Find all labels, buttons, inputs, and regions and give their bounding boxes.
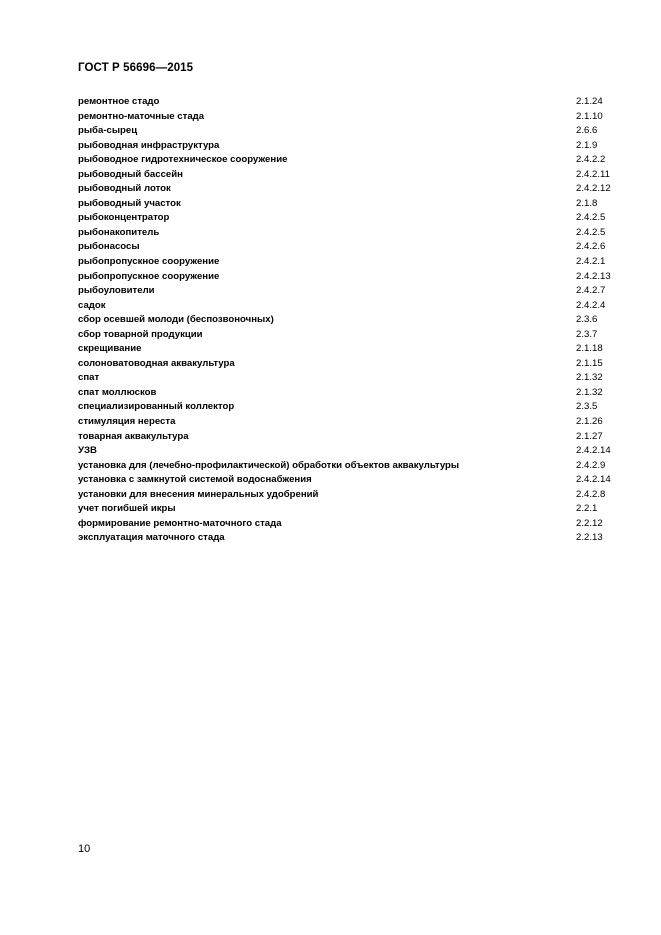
- index-reference: 2.2.12: [576, 517, 603, 529]
- index-entry: [78, 240, 611, 255]
- index-entry: [78, 211, 611, 226]
- index-reference: 2.4.2.8: [576, 488, 606, 500]
- index-term: ремонтно-маточные стада: [78, 110, 205, 122]
- index-entry: [78, 124, 611, 139]
- index-term: рыбоводный лоток: [78, 183, 171, 195]
- index-term: товарная аквакультура: [78, 430, 189, 442]
- index-entry: [78, 531, 611, 546]
- index-entry: [78, 182, 611, 197]
- index-reference: 2.1.8: [576, 197, 598, 209]
- index-term: формирование ремонтно-маточного стада: [78, 517, 282, 529]
- index-term: стимуляция нереста: [78, 416, 176, 428]
- index-reference: 2.4.2.12: [576, 183, 611, 195]
- document-header: ГОСТ Р 56696—2015: [78, 62, 194, 74]
- index-term: спат моллюсков: [78, 386, 157, 398]
- index-reference: 2.4.2.4: [576, 299, 606, 311]
- index-term: рыбоводная инфраструктура: [78, 139, 220, 151]
- index-term: рыбоводное гидротехническое сооружение: [78, 154, 288, 166]
- index-term: рыбоуловители: [78, 285, 155, 297]
- index-reference: 2.2.1: [576, 503, 598, 515]
- index-term: сбор товарной продукции: [78, 328, 203, 340]
- index-reference: 2.1.27: [576, 430, 603, 442]
- index-entry: [78, 371, 611, 386]
- index-reference: 2.1.9: [576, 139, 598, 151]
- index-term: рыбоконцентратор: [78, 212, 170, 224]
- index-term: рыбонасосы: [78, 241, 140, 253]
- index-reference: 2.4.2.14: [576, 474, 611, 486]
- index-reference: 2.4.2.13: [576, 270, 611, 282]
- index-entry: [78, 299, 611, 314]
- index-entry: [78, 270, 611, 285]
- index-entry: [78, 197, 611, 212]
- index-reference: 2.1.32: [576, 386, 603, 398]
- index-reference: 2.1.10: [576, 110, 603, 122]
- index-entry: [78, 444, 611, 459]
- index-entry: [78, 284, 611, 299]
- index-reference: 2.1.24: [576, 96, 603, 107]
- index-term: рыбопропускное сооружение: [78, 256, 220, 268]
- index-reference: 2.3.5: [576, 401, 598, 413]
- index-entry: [78, 328, 611, 343]
- index-entry: [78, 110, 611, 125]
- index-entry: [78, 473, 611, 488]
- index-reference: 2.1.15: [576, 357, 603, 369]
- index-entry: [78, 459, 611, 474]
- index-entry: [78, 400, 611, 415]
- index-term: садок: [78, 299, 106, 311]
- index-term: скрещивание: [78, 343, 142, 355]
- index-entry: [78, 357, 611, 372]
- index-reference: 2.3.7: [576, 328, 598, 340]
- index-reference: 2.4.2.1: [576, 256, 606, 268]
- index-term: установка для (лечебно-профилактической) обработки объектов аквакультуры: [78, 459, 460, 471]
- index-term: установка с замкнутой системой водоснабжения: [78, 474, 312, 486]
- index-term: эксплуатация маточного стада: [78, 532, 225, 544]
- index-reference: 2.4.2.2: [576, 154, 606, 166]
- index-entry: [78, 168, 611, 183]
- index-term: ремонтное стадо: [78, 96, 160, 107]
- index-term: УЗВ: [78, 445, 97, 457]
- index-term: установки для внесения минеральных удобрений: [78, 488, 319, 500]
- index-entry: [78, 386, 611, 401]
- index-reference: 2.4.2.14: [576, 445, 611, 457]
- index-entry: [78, 488, 611, 503]
- index-reference: 2.4.2.11: [576, 168, 610, 180]
- index-term: учет погибшей икры: [78, 503, 176, 515]
- index-term: рыбоводный участок: [78, 197, 181, 209]
- index-reference: 2.4.2.5: [576, 226, 606, 238]
- index-term: рыба-сырец: [78, 125, 138, 137]
- index-reference: 2.4.2.7: [576, 285, 606, 297]
- index-term: специализированный коллектор: [78, 401, 235, 413]
- index-reference: 2.1.32: [576, 372, 603, 384]
- index-reference: 2.1.26: [576, 416, 603, 428]
- alphabetical-term-index: [78, 95, 611, 546]
- page-number: 10: [78, 843, 91, 855]
- index-reference: 2.6.6: [576, 125, 598, 137]
- index-entry: [78, 313, 611, 328]
- index-term: рыбонакопитель: [78, 226, 160, 238]
- index-entry: [78, 153, 611, 168]
- index-reference: 2.3.6: [576, 314, 598, 326]
- index-reference: 2.2.13: [576, 532, 603, 544]
- index-entry: [78, 139, 611, 154]
- index-entry: [78, 342, 611, 357]
- index-term: рыбопропускное сооружение: [78, 270, 220, 282]
- index-entry: [78, 430, 611, 445]
- index-term: спат: [78, 372, 100, 384]
- index-reference: 2.4.2.9: [576, 459, 606, 471]
- index-term: солоноватоводная аквакультура: [78, 357, 235, 369]
- index-reference: 2.4.2.6: [576, 241, 606, 253]
- index-term: сбор осевшей молоди (беспозвоночных): [78, 314, 274, 326]
- index-entry: [78, 95, 611, 110]
- index-reference: 2.1.18: [576, 343, 603, 355]
- index-entry: [78, 517, 611, 532]
- index-entry: [78, 415, 611, 430]
- index-entry: [78, 502, 611, 517]
- index-reference: 2.4.2.5: [576, 212, 606, 224]
- index-entry: [78, 226, 611, 241]
- index-entry: [78, 255, 611, 270]
- index-term: рыбоводный бассейн: [78, 168, 183, 180]
